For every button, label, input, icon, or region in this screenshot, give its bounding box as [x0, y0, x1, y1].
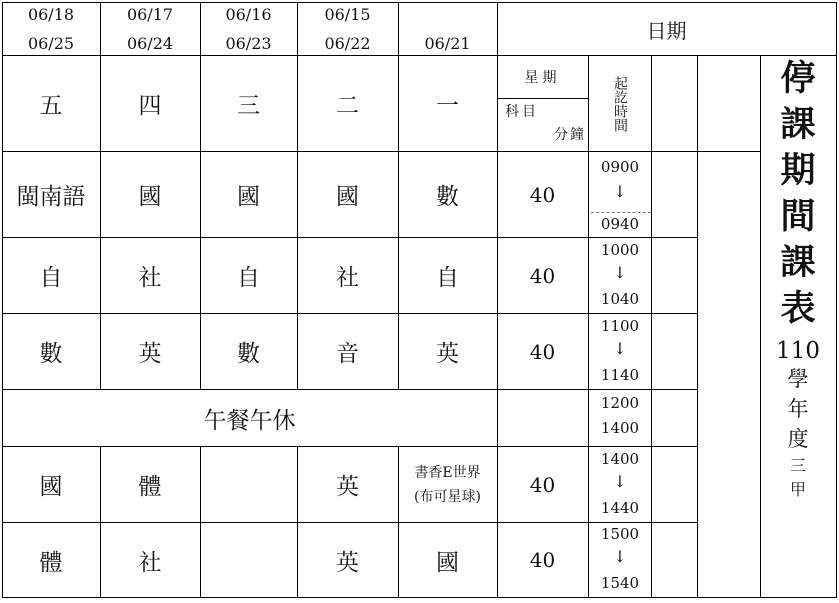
subject-cell: 國 [138, 184, 162, 210]
title-char: 期 [780, 150, 816, 191]
subject-cell: 閩南語 [16, 184, 86, 210]
date-cell [297, 2, 398, 56]
minutes-cell: 40 [529, 472, 556, 497]
timetable-title [760, 56, 836, 502]
date-cell [200, 2, 297, 56]
minutes-cell: 40 [529, 548, 556, 572]
subject-cell: 體 [39, 549, 63, 576]
subject-cell: 國 [237, 184, 260, 210]
end-time: 1140 [600, 366, 640, 384]
subject-cell: 數 [436, 184, 459, 210]
title-char: 表 [780, 288, 816, 329]
date-bottom: 06/23 [225, 34, 272, 53]
date-top: 06/17 [126, 5, 174, 24]
date-cell [398, 2, 497, 56]
start-time: 0900 [600, 158, 640, 176]
time-cell [589, 447, 651, 522]
date-bottom: 06/25 [27, 34, 75, 53]
date-cell [2, 2, 100, 56]
grid-line [697, 56, 698, 598]
end-time: 1540 [600, 574, 640, 592]
grid-line [2, 597, 836, 598]
end-time: 1440 [600, 499, 640, 517]
weekday-header: 五 [39, 93, 63, 119]
subject-cell: 書香E世界 (布可星球) [414, 464, 481, 505]
title-char: 間 [780, 196, 816, 237]
subject-cell: 英 [138, 341, 162, 367]
date-cell [100, 2, 200, 56]
grid-line [651, 56, 652, 598]
subject-cell: 社 [138, 549, 162, 576]
lunch-label: 午餐午休 [203, 407, 296, 434]
subject-cell [200, 447, 297, 522]
subject-cell: 數 [39, 341, 63, 367]
title-char: 課 [780, 242, 816, 283]
start-time: 1200 [600, 394, 640, 412]
subject-cell: 英 [336, 549, 359, 576]
subject-cell: 自 [237, 265, 260, 291]
start-time: 1100 [600, 317, 640, 335]
subject-cell: 國 [336, 184, 359, 210]
arrow-down-icon: ↓ [613, 547, 627, 566]
time-cell [589, 390, 651, 446]
date-label [497, 2, 836, 56]
minutes-cell: 40 [529, 339, 556, 364]
subject-cell: 英 [436, 341, 459, 367]
subject-cell: 國 [436, 549, 459, 576]
time-cell [589, 152, 651, 237]
arrow-down-icon: ↓ [613, 182, 627, 201]
date-label-text: 日期 [646, 18, 687, 43]
end-time: 1040 [600, 290, 640, 308]
date-bottom: 06/22 [324, 34, 371, 53]
grid-line [836, 2, 837, 598]
date-bottom: 06/24 [126, 34, 174, 53]
end-time: 0940 [600, 215, 640, 233]
arrow-down-icon: ↓ [613, 472, 627, 491]
subject-cell: 社 [138, 265, 162, 291]
subject-cell: 音 [336, 341, 359, 367]
arrow-down-icon: ↓ [613, 263, 627, 282]
subject-cell: 社 [336, 265, 359, 291]
start-time: 1400 [600, 450, 640, 468]
weekday-header: 一 [436, 93, 459, 119]
subject-cell: 英 [336, 474, 359, 500]
date-top: 06/15 [324, 5, 371, 24]
date-top: 06/18 [27, 5, 75, 24]
start-time: 1000 [600, 241, 640, 259]
school-year: 110 [776, 338, 820, 364]
time-cell [589, 523, 651, 597]
corner-minutes: 分鐘 [554, 127, 586, 143]
title-char: 課 [780, 104, 816, 145]
subject-cell: 體 [138, 474, 162, 500]
weekday-header: 三 [237, 93, 260, 119]
arrow-down-icon: ↓ [613, 339, 627, 358]
school-year-char: 年 [787, 397, 809, 421]
subject-cell [200, 523, 297, 597]
school-year-char: 學 [787, 367, 809, 391]
date-bottom: 06/21 [424, 34, 471, 53]
date-top: 06/16 [225, 5, 272, 24]
subject-cell: 數 [237, 341, 260, 367]
subject-cell: 自 [39, 265, 63, 291]
time-cell [589, 238, 651, 313]
title-char: 停 [780, 58, 816, 99]
minutes-cell: 40 [529, 263, 556, 288]
class-name-char: 甲 [789, 480, 806, 499]
weekday-header: 二 [336, 93, 359, 119]
class-name-char: 三 [789, 456, 806, 475]
school-year-char: 度 [787, 427, 809, 451]
start-time: 1500 [600, 525, 640, 543]
corner-weekday: 星期 [524, 70, 561, 86]
weekday-header: 四 [138, 93, 162, 119]
end-time: 1400 [600, 419, 640, 437]
corner-subject: 科目 [505, 104, 539, 120]
minutes-cell: 40 [529, 182, 556, 207]
subject-cell: 自 [436, 265, 459, 291]
corner-time: 起訖時間 [612, 76, 628, 132]
subject-cell: 國 [39, 474, 63, 500]
time-cell [589, 314, 651, 389]
grid-line [497, 98, 588, 99]
